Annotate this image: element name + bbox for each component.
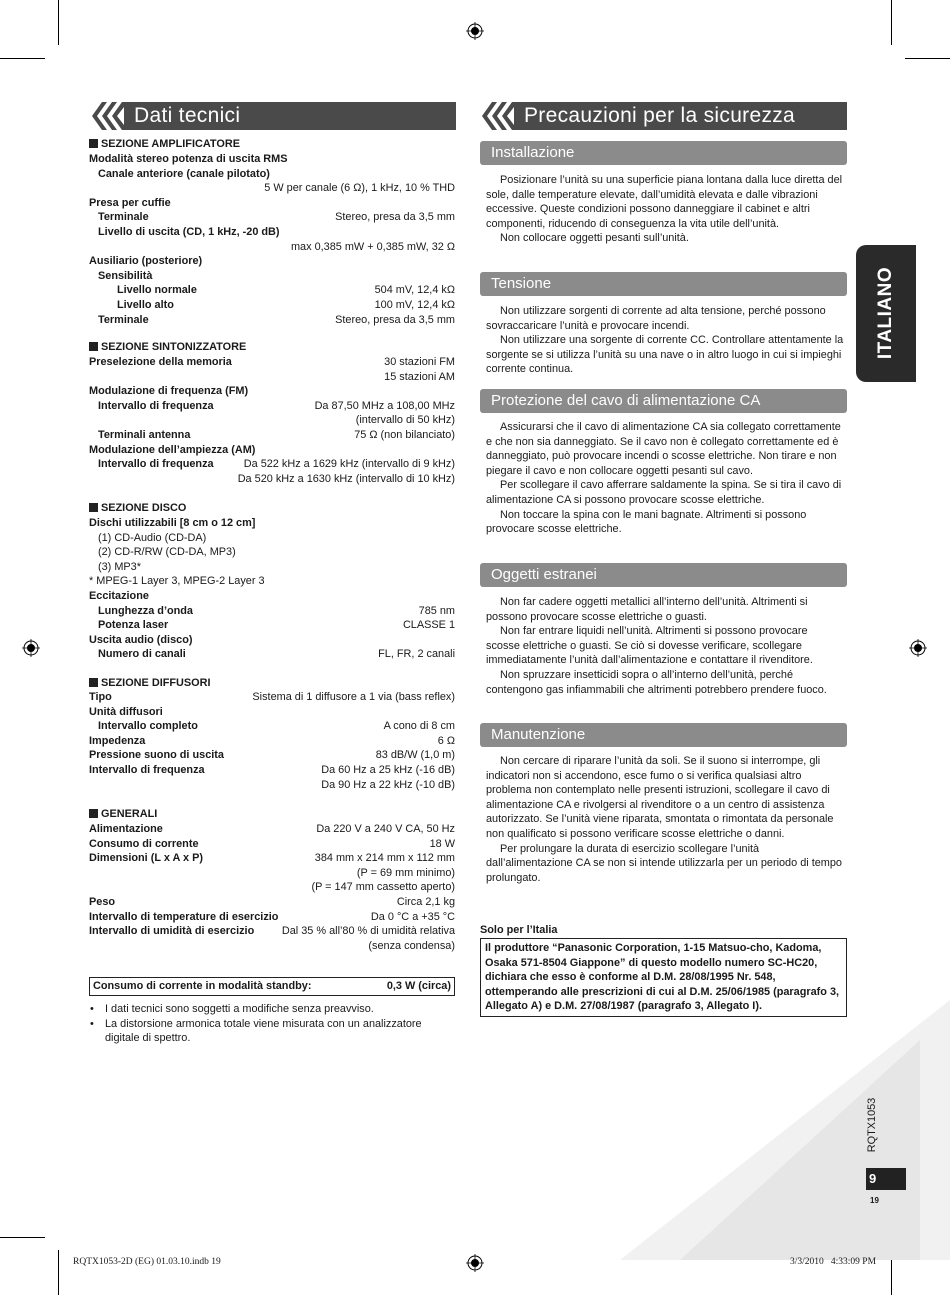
spec-row	[89, 719, 455, 734]
note-item: • I dati tecnici sono soggetti a modifiche senza preavviso.	[90, 1003, 374, 1015]
spec-row	[89, 604, 455, 619]
spec-key: Preselezione della memoria	[89, 356, 232, 368]
spec-value: Da 220 V a 240 V CA, 50 Hz	[316, 823, 455, 835]
spec-row	[89, 181, 455, 196]
spec-row	[89, 837, 455, 852]
spec-row	[89, 210, 455, 225]
spec-value: Stereo, presa da 3,5 mm	[335, 313, 455, 326]
square-bullet-icon	[89, 809, 98, 818]
spec-value: (senza condensa)	[368, 939, 455, 952]
oggetti-bar: Oggetti estranei	[480, 563, 847, 587]
spec-row	[89, 225, 455, 240]
spec-row	[89, 633, 455, 648]
language-tab	[856, 245, 916, 382]
spec-key: Modalità stereo potenza di uscita RMS	[89, 153, 288, 165]
manutenzione-bar: Manutenzione	[480, 723, 847, 747]
spec-row	[89, 516, 455, 531]
square-bullet-icon	[89, 678, 98, 687]
spec-key: Alimentazione	[89, 823, 163, 835]
spec-value: 5 W per canale (6 Ω), 1 kHz, 10 % THD	[264, 182, 455, 195]
spec-row	[89, 531, 455, 546]
spec-row	[89, 428, 455, 443]
spec-row	[89, 152, 455, 167]
installazione-bar: Installazione	[480, 141, 847, 165]
dati-tecnici-header	[124, 102, 456, 130]
spec-key: Dischi utilizzabili [8 cm o 12 cm]	[89, 517, 256, 529]
spec-value: Circa 2,1 kg	[396, 896, 455, 908]
spec-key: Intervallo di umidità di esercizio	[89, 925, 255, 938]
registration-mark-icon	[909, 639, 927, 657]
spec-row	[89, 355, 455, 370]
spec-row	[89, 589, 455, 604]
standby-label: Consumo di corrente in modalità standby:	[93, 980, 312, 992]
italy-label: Solo per l’Italia	[480, 924, 558, 936]
spec-row	[89, 283, 455, 298]
spec-value: 785 nm	[418, 604, 455, 617]
spec-value: 384 mm x 214 mm x 112 mm	[314, 852, 455, 865]
spec-key: Impedenza	[89, 734, 146, 747]
installazione-text: Posizionare l’unità su una superficie piana lontana dalla luce diretta del sole, dalle temperature elevate, dall’umidità elevata e dalle vibrazioni eccessive. Queste condizioni possono danneggiare il cabinet e altri componenti, riducendo di conseguenza la vita utile dell’unità. Non collocare oggetti pesanti sull’unità.	[486, 174, 843, 245]
spec-key: Intervallo di frequenza	[89, 764, 205, 776]
spec-key: (1) CD-Audio (CD-DA)	[98, 531, 207, 544]
standby-value: 0,3 W (circa)	[386, 980, 451, 992]
spec-value: 30 stazioni FM	[384, 356, 455, 368]
spec-key: Peso	[89, 896, 116, 908]
spec-key: (3) MP3*	[98, 560, 141, 573]
spec-value: Sistema di 1 diffusore a 1 via (bass reflex)	[252, 691, 455, 703]
section-heading: SEZIONE AMPLIFICATORE	[89, 137, 240, 151]
footer-timestamp: 3/3/2010 4:33:09 PM	[790, 1257, 877, 1267]
section-heading: GENERALI	[89, 807, 157, 821]
manutenzione-text: Non cercare di riparare l’unità da soli. Se il suono si interrompe, gli indicatori non si accendono, esce fumo o si verifica qualsiasi altro problema non contemplato nelle presenti istruzioni, scollegare il cavo di alimentazione CA e rivolgersi al rivenditore o a un centro di assistenza autorizzato. Se l’unità viene riparata, smontata o rimontata da personale non qualificato si possono verificare scosse elettriche o danni. Per prolungare la durata di esercizio scollegare l’unità dall’alimentazione CA se non si intende utilizzarla per un periodo di tempo prolungato.	[486, 755, 842, 884]
section-heading: SEZIONE DIFFUSORI	[89, 676, 211, 690]
crop-mark	[0, 58, 45, 59]
crop-mark	[0, 1237, 45, 1238]
cavo-bar: Protezione del cavo di alimentazione CA	[480, 389, 847, 413]
spec-value: 6 Ω	[437, 734, 455, 747]
spec-row	[89, 254, 455, 269]
spec-value: Da 60 Hz a 25 kHz (-16 dB)	[321, 764, 455, 776]
spec-value: CLASSE 1	[402, 619, 455, 632]
spec-value: Da 87,50 MHz a 108,00 MHz	[314, 399, 455, 412]
precauzioni-header	[514, 102, 847, 130]
spec-row	[89, 778, 455, 793]
spec-key: Intervallo di temperature di esercizio	[89, 910, 279, 923]
spec-value: 75 Ω (non bilanciato)	[354, 429, 455, 441]
spec-row	[89, 399, 455, 414]
spec-row	[89, 734, 455, 749]
spec-key: Potenza laser	[98, 619, 169, 632]
cavo-text: Assicurarsi che il cavo di alimentazione CA sia collegato correttamente e che non sia danneggiato. Se il cavo non è collegato correttamente ed è danneggiato, può provocare incendi o scosse elettriche. Non tirare e non piegare il cavo e non collocare oggetti pesanti sul cavo. Per scollegare il cavo afferrare saldamente la spina. Se si tira il cavo di alimentazione CA si possono provocare scosse elettriche. Non toccare la spina con le mani bagnate. Altrimenti si possono provocare scosse elettriche.	[486, 421, 842, 536]
doc-code: RQTX1053	[866, 1097, 878, 1153]
spec-row	[89, 472, 455, 487]
spec-value: Dal 35 % all’80 % di umidità relativa	[281, 925, 455, 938]
page-small: 19	[870, 1196, 879, 1205]
oggetti-text: Non far cadere oggetti metallici all’interno dell’unità. Altrimenti si possono provocare scosse elettriche o guasti. Non far entrare liquidi nell’unità. Altrimenti si possono provocare scosse elettriche o guasti. Se ciò si dovesse verificare, scollegare immediatamente l’unità dall’alimentazione e contattare il rivenditore. Non spruzzare insetticidi sopra o all’interno dell’unità, perché contengono gas infiammabili che altrimenti potrebbero prendere fuoco.	[486, 596, 827, 696]
spec-row	[89, 298, 455, 313]
spec-row	[89, 866, 455, 881]
spec-row	[89, 763, 455, 778]
note-item: • La distorsione armonica totale viene misurata con un analizzatore digitale di spettro.	[90, 1017, 422, 1045]
spec-key: Eccitazione	[89, 590, 149, 602]
section-heading: SEZIONE DISCO	[89, 501, 186, 515]
spec-row	[89, 690, 455, 705]
square-bullet-icon	[89, 342, 98, 351]
section-title: Precauzioni per la sicurezza	[524, 104, 796, 127]
spec-key: Uscita audio (disco)	[89, 633, 193, 646]
spec-key: Terminale	[98, 211, 149, 224]
spec-row	[89, 413, 455, 428]
spec-key: Unità diffusori	[89, 705, 163, 718]
spec-row	[89, 618, 455, 633]
spec-key: Dimensioni (L x A x P)	[89, 852, 203, 865]
spec-row	[89, 939, 455, 954]
spec-value: (intervallo di 50 kHz)	[355, 414, 455, 427]
tensione-bar: Tensione	[480, 272, 847, 296]
spec-key: Modulazione dell’ampiezza (AM)	[89, 443, 256, 456]
spec-row	[89, 313, 455, 328]
crop-mark	[58, 1250, 59, 1295]
page-number: 9	[866, 1168, 906, 1190]
spec-key: Terminali antenna	[98, 429, 191, 441]
footer-file: RQTX1053-2D (EG) 01.03.10.indb 19	[73, 1257, 221, 1267]
spec-row	[89, 748, 455, 763]
spec-row	[89, 851, 455, 866]
spec-value: Da 90 Hz a 22 kHz (-10 dB)	[321, 778, 455, 791]
spec-key: Ausiliario (posteriore)	[89, 255, 203, 268]
spec-key: * MPEG-1 Layer 3, MPEG-2 Layer 3	[89, 575, 265, 588]
spec-value: 100 mV, 12,4 kΩ	[374, 299, 455, 311]
spec-row	[89, 647, 455, 662]
spec-row	[89, 384, 455, 399]
chevrons-icon	[90, 102, 124, 130]
spec-key: Consumo di corrente	[89, 837, 199, 850]
spec-row	[89, 910, 455, 925]
crop-mark	[58, 0, 59, 45]
spec-row	[89, 370, 455, 385]
square-bullet-icon	[89, 139, 98, 148]
spec-value: max 0,385 mW + 0,385 mW, 32 Ω	[290, 240, 455, 253]
spec-key: Canale anteriore (canale pilotato)	[98, 167, 270, 180]
spec-value: 18 W	[429, 837, 455, 850]
spec-value: Da 522 kHz a 1629 kHz (intervallo di 9 kHz)	[243, 458, 455, 471]
spec-key: Numero di canali	[98, 648, 186, 661]
spec-value: Da 0 °C a +35 °C	[370, 910, 455, 923]
tensione-text: Non utilizzare sorgenti di corrente ad alta tensione, perché possono sovraccaricare l’unità e provocare incendi. Non utilizzare una sorgente di corrente CC. Controllare attentamente la sorgente se si utilizza l’unità su una nave o in altro luogo in cui si impieghi corrente continua.	[486, 305, 844, 376]
spec-value: (P = 69 mm minimo)	[356, 866, 455, 879]
section-heading: SEZIONE SINTONIZZATORE	[89, 340, 246, 354]
spec-key: Pressione suono di uscita	[89, 749, 224, 762]
spec-row	[89, 240, 455, 255]
registration-mark-icon	[466, 22, 484, 40]
spec-row	[89, 822, 455, 837]
spec-key: Tipo	[89, 691, 112, 703]
spec-value: A cono di 8 cm	[383, 720, 455, 733]
spec-key: (2) CD-R/RW (CD-DA, MP3)	[98, 546, 236, 559]
spec-row	[89, 167, 455, 182]
spec-row	[89, 443, 455, 458]
spec-key: Intervallo completo	[98, 720, 198, 733]
registration-mark-icon	[22, 639, 40, 657]
spec-key: Presa per cuffie	[89, 196, 171, 209]
spec-row	[89, 269, 455, 284]
spec-row	[89, 574, 455, 589]
notes-list	[89, 1002, 455, 1046]
spec-value: Da 520 kHz a 1630 kHz (intervallo di 10 kHz)	[237, 472, 455, 485]
spec-row	[89, 560, 455, 575]
spec-row	[89, 705, 455, 720]
decorative-triangle	[620, 1000, 950, 1260]
spec-row	[89, 457, 455, 472]
spec-row	[89, 196, 455, 211]
spec-value: 15 stazioni AM	[384, 370, 455, 383]
italy-declaration-box: Il produttore “Panasonic Corporation, 1-15 Matsuo-cho, Kadoma, Osaka 571-8504 Giappone” di questo modello numero SC-HC20, dichiara che esso è conforme al D.M. 28/08/1995 Nr. 548, ottemperando alle prescrizioni di cui al D.M. 25/06/1985 (paragrafo 3, Allegato A) e D.M. 27/08/1987 (paragrafo 3, Allegato I).	[480, 938, 847, 1017]
spec-key: Livello di uscita (CD, 1 kHz, -20 dB)	[98, 226, 280, 238]
crop-mark	[891, 0, 892, 45]
spec-value: 504 mV, 12,4 kΩ	[374, 284, 455, 297]
spec-value: Stereo, presa da 3,5 mm	[335, 211, 455, 224]
standby-box	[89, 977, 455, 996]
page-title: Dati tecnici	[134, 104, 241, 127]
spec-row	[89, 895, 455, 910]
spec-key: Livello alto	[117, 299, 174, 311]
spec-key: Terminale	[98, 313, 149, 326]
spec-value: 83 dB/W (1,0 m)	[375, 749, 455, 762]
spec-key: Livello normale	[117, 284, 197, 297]
spec-key: Intervallo di frequenza	[98, 399, 214, 412]
spec-key: Lunghezza d’onda	[98, 604, 193, 617]
spec-row	[89, 545, 455, 560]
crop-mark	[905, 58, 950, 59]
spec-value: (P = 147 mm cassetto aperto)	[311, 881, 455, 894]
spec-key: Modulazione di frequenza (FM)	[89, 385, 249, 398]
spec-row	[89, 924, 455, 939]
spec-value: FL, FR, 2 canali	[378, 648, 455, 661]
spec-key: Sensibilità	[98, 269, 153, 282]
spec-row	[89, 880, 455, 895]
registration-mark-icon	[466, 1254, 484, 1272]
language-tab-label: ITALIANO	[875, 266, 896, 360]
spec-key: Intervallo di frequenza	[98, 458, 214, 471]
square-bullet-icon	[89, 503, 98, 512]
chevrons-icon	[480, 102, 514, 130]
